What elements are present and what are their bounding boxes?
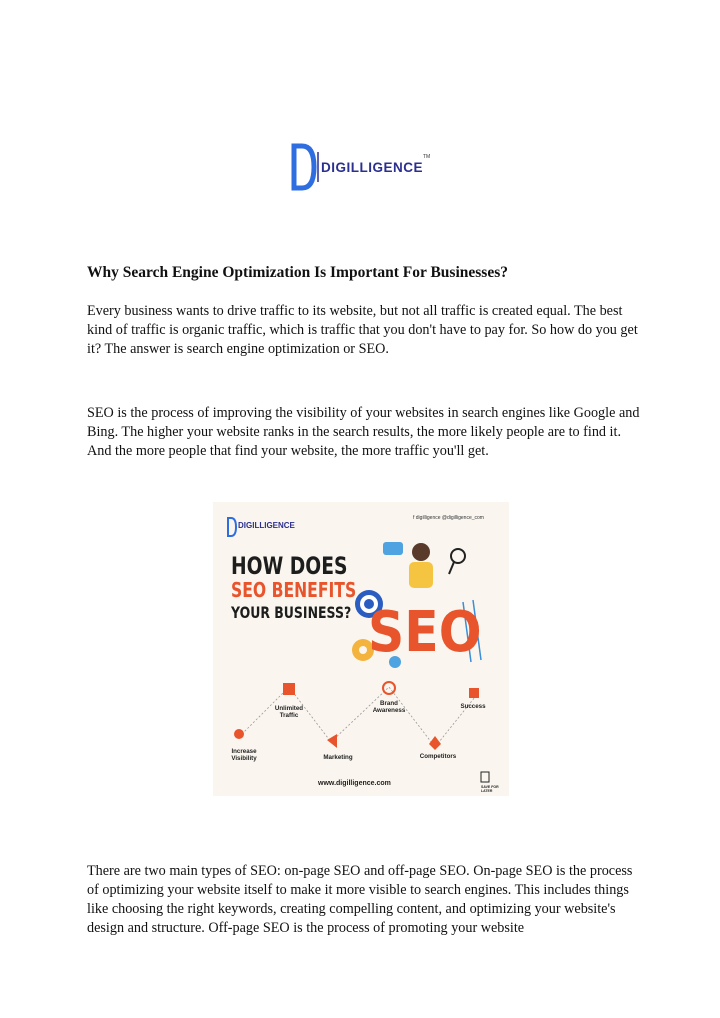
label-competitors: Competitors	[419, 753, 457, 760]
article-heading: Why Search Engine Optimization Is Important For Businesses?	[87, 264, 508, 281]
logo-wordmark: DIGILLIGENCE	[321, 160, 424, 175]
infographic-title-line-1: HOW DOES	[231, 552, 348, 580]
logo-trademark: TM	[423, 154, 431, 160]
label-increase-visibility: Increase Visibility	[231, 748, 257, 762]
label-marketing: Marketing	[323, 754, 353, 761]
infographic-seo-letters: SEO	[368, 600, 482, 665]
infographic-title-line-2: SEO BENEFITS	[231, 578, 357, 602]
infographic-brand: DIGILLIGENCE	[238, 521, 295, 530]
infographic-d-mark-icon	[227, 516, 237, 538]
label-brand-awareness: Brand Awareness	[372, 700, 406, 714]
paragraph-intro: Every business wants to drive traffic to its website, but not all traffic is created equal. The best kind of traffic is organic traffic, which is traffic that you don't have to pay for. So how do you get it? The answer is search engine optimization or SEO.	[87, 303, 638, 357]
label-success: Success	[460, 703, 486, 710]
seo-benefits-infographic	[213, 502, 509, 796]
infographic-title-line-3: YOUR BUSINESS?	[231, 603, 352, 622]
logo-d-mark-icon	[291, 142, 321, 192]
infographic-save-label: SAVE FOR LATER	[481, 785, 499, 793]
brand-logo	[291, 142, 436, 192]
infographic-social-handles: f digilligence @digilligence_com	[413, 515, 484, 521]
paragraph-seo-types: There are two main types of SEO: on-page SEO and off-page SEO. On-page SEO is the process of optimizing your website itself to make it more visible to search engines. This includes things like choosing the right keywords, creating compelling content, and optimizing your website's design and structure. Off-page SEO is the process of promoting your website	[87, 863, 633, 936]
infographic-website: www.digilligence.com	[318, 780, 391, 787]
label-unlimited-traffic: Unlimited Traffic	[274, 705, 304, 719]
infographic-logo	[227, 516, 307, 538]
paragraph-seo-definition: SEO is the process of improving the visibility of your websites in search engines like Google and Bing. The higher your website ranks in the search results, the more likely people are to find it. And the more people that find your website, the more traffic you'll get.	[87, 405, 640, 459]
